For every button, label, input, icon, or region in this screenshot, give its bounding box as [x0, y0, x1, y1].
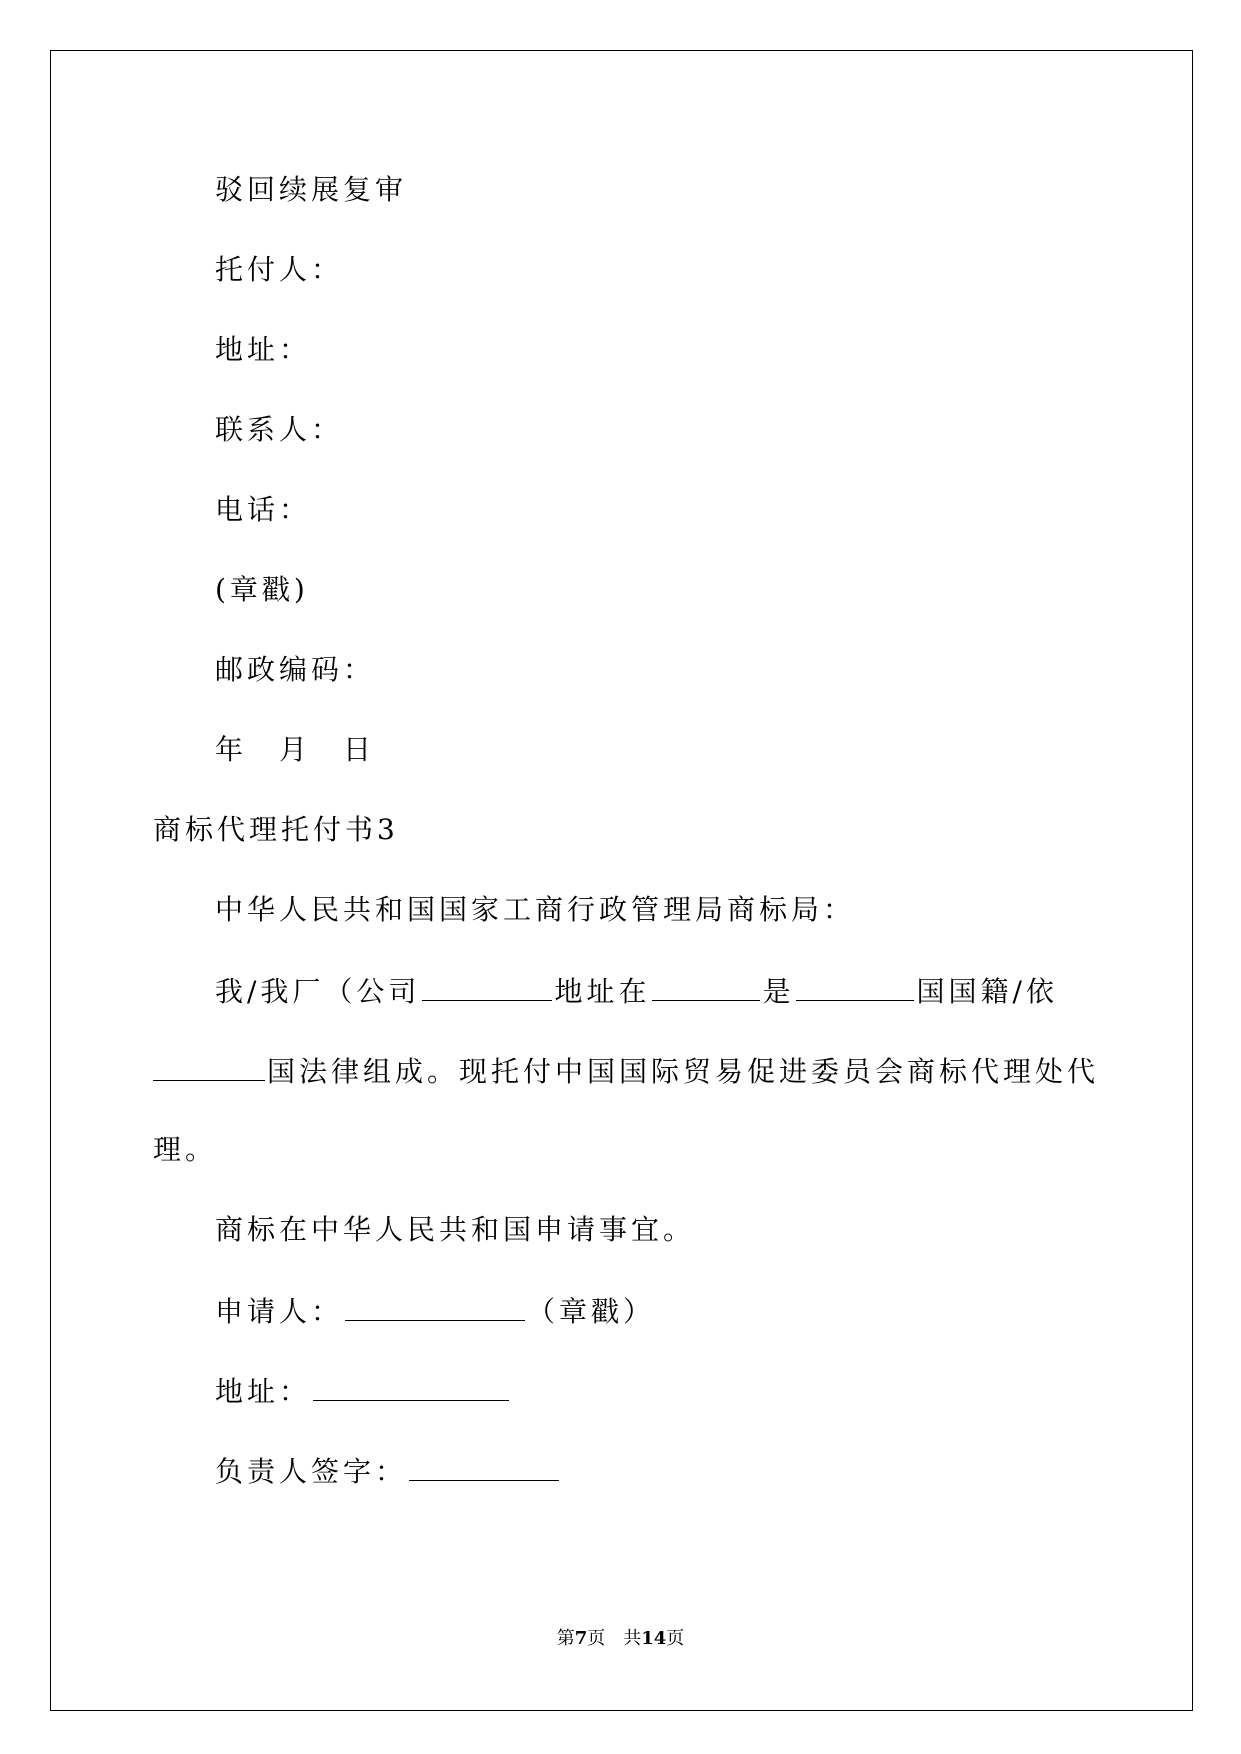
addressee: 中华人民共和国国家工商行政管理局商标局： [215, 893, 856, 926]
address-label: 地址： [215, 1375, 312, 1408]
blank-company [422, 976, 552, 1001]
blank-address [652, 976, 760, 1001]
paragraph-line-3: 理。 [153, 1133, 218, 1166]
footer-text: 第 [556, 1628, 575, 1649]
paragraph-trademark-matter: 商标在中华人民共和国申请事宜。 [215, 1213, 696, 1246]
blank-law-country [153, 1056, 265, 1081]
blank-signature [409, 1456, 559, 1481]
field-address: 地址： [215, 333, 312, 366]
text-segment: 是 [762, 975, 795, 1008]
applicant-seal: （章戳） [527, 1295, 656, 1328]
page-footer [0, 1630, 1241, 1648]
signature-line [215, 1456, 561, 1486]
section-title: 商标代理托付书3 [153, 813, 399, 846]
paragraph-line-2 [153, 1056, 1099, 1086]
footer-text: 页 共 [587, 1628, 642, 1649]
field-seal: (章戳) [215, 573, 309, 606]
blank-country [796, 976, 914, 1001]
address-line [215, 1376, 511, 1406]
text-segment: 地址在 [554, 975, 651, 1008]
applicant-line [215, 1296, 655, 1326]
field-principal: 托付人： [215, 253, 344, 286]
total-page-number: 14 [641, 1628, 667, 1649]
heading-rejection-renewal-review: 驳回续展复审 [215, 173, 408, 206]
applicant-label: 申请人： [215, 1295, 344, 1328]
blank-address-2 [313, 1376, 509, 1401]
footer-text: 页 [666, 1628, 685, 1649]
text-segment: 我/我厂（公司 [215, 975, 421, 1008]
field-date: 年 月 日 [215, 733, 376, 766]
field-postal-code: 邮政编码： [215, 653, 376, 686]
blank-applicant [345, 1296, 525, 1321]
signature-label: 负责人签字： [215, 1455, 408, 1488]
field-phone: 电话： [215, 493, 312, 526]
field-contact: 联系人： [215, 413, 344, 446]
current-page-number: 7 [574, 1628, 588, 1649]
text-segment: 国国籍/依 [916, 975, 1058, 1008]
paragraph-line-1 [215, 976, 1058, 1006]
text-segment: 国法律组成。现托付中国国际贸易促进委员会商标代理处代 [267, 1055, 1100, 1088]
